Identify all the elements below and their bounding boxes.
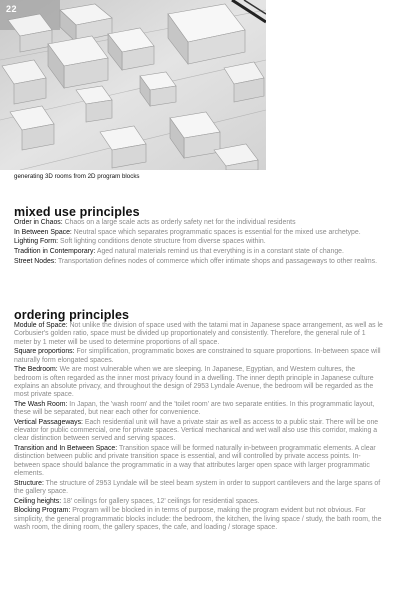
- principle-item: [14, 366, 384, 399]
- mixed-use-list: [14, 219, 384, 267]
- principle-term: Transition and In Between Space:: [14, 445, 118, 453]
- principle-item: [14, 419, 384, 444]
- ordering-heading: ordering principles: [14, 308, 130, 322]
- principle-text: For simplification, programmatic boxes are constrained to square proportions. In-between space will naturally form elongated spaces.: [14, 348, 381, 364]
- principle-text: The structure of 2953 Lyndale will be steel beam system in order to support cantilevers and the large spans of the gallery space.: [14, 479, 381, 495]
- principle-term: Tradition in Contemporary:: [14, 248, 96, 256]
- principle-item: [14, 238, 384, 246]
- principle-item: [14, 498, 384, 506]
- principle-term: Blocking Program:: [14, 507, 71, 515]
- principle-item: [14, 480, 384, 497]
- principle-text: Neutral space which separates programmatic spaces is essential for the mixed use archetype.: [73, 228, 361, 236]
- principle-text: Each residential unit will have a private stair as well as access to a public stair. There will be one elevator for public commercial, one for private spaces. Vertical mechanical and wet wall also use this corridor, making a clear distinction between served and serving spaces.: [14, 418, 379, 443]
- principle-text: Transportation defines nodes of commerce which offer intimate shops and passageways to other realms.: [57, 257, 377, 265]
- principle-text: In Japan, the 'wash room' and the 'toilet room' are two separate entities. In this programmatic layout, these will be separated, but near each other for convenience.: [14, 400, 375, 417]
- principle-text: Chaos on a large scale acts as orderly safety net for the individual residents: [64, 219, 296, 226]
- principle-term: Structure:: [14, 479, 44, 487]
- ordering-list: [14, 322, 384, 534]
- principle-item: [14, 507, 384, 532]
- principle-term: The Bedroom:: [14, 366, 58, 374]
- page-number: 22: [6, 4, 18, 14]
- principle-term: Street Nodes:: [14, 257, 57, 265]
- principle-text: Aged natural materials remind us that everything is in a constant state of change.: [96, 248, 344, 256]
- paper-model-image: [0, 0, 266, 170]
- principle-item: [14, 322, 384, 347]
- principle-text: We are most vulnerable when we are sleeping. In Japanese, Egyptian, and Western cultures, the bedroom is often regarded as the inner most privacy found in a dwelling. The inner depth principle in Japanese culture explains an absolute privacy, and throughout the design of 2953 Lyndale Avenue, the bedroom will be regarded as the most private space.: [14, 366, 374, 399]
- mixed-use-heading: mixed use principles: [14, 205, 140, 219]
- principle-text: Program will be blocked in in terms of purpose, making the program evident but not obvious. For simplicity, the general programmatic blocks include: the bedroom, the kitchen, the living space / study, the bath room, the wash room, the dining room, the gallery spaces, the cafe, and loading / storage space.: [14, 507, 382, 531]
- principle-item: [14, 229, 384, 237]
- principle-text: Soft lighting conditions denote structure from diverse spaces within.: [59, 238, 266, 246]
- principle-term: Square proportions:: [14, 348, 75, 356]
- principle-item: [14, 445, 384, 478]
- principle-text: Not unlike the division of space used with the tatami mat in Japanese space arrangement, as well as le Corbusier's golden ratio, space must be divided up proportionately and consistently. Therefore, the general rule of 1 meter by 1 meter will be used to determine proportions of all space.: [14, 322, 383, 346]
- model-photo: [0, 0, 266, 170]
- principle-term: The Wash Room:: [14, 400, 68, 408]
- principle-item: [14, 258, 384, 266]
- principle-item: [14, 401, 384, 418]
- principle-term: Ceiling heights:: [14, 497, 62, 505]
- principle-term: Lighting Form:: [14, 238, 59, 246]
- principle-term: In Between Space:: [14, 228, 72, 236]
- principle-term: Vertical Passageways:: [14, 418, 83, 426]
- principle-item: [14, 219, 384, 227]
- principle-term: Order in Chaos:: [14, 219, 63, 226]
- principle-item: [14, 248, 384, 256]
- principle-text: 18' ceilings for gallery spaces, 12' ceilings for residential spaces.: [63, 497, 260, 505]
- principle-item: [14, 348, 384, 365]
- figure-caption: generating 3D rooms from 2D program blocks: [14, 173, 140, 180]
- principle-text: Transition space will be formed naturally in-between programmatic elements. A clear distinction between public and private transition space is essential, and will controlled by private access points. In-between space should balance the programmatic in a way that attributes larger open space with larger programmatic elements.: [14, 445, 376, 477]
- principle-term: Module of Space:: [14, 322, 68, 329]
